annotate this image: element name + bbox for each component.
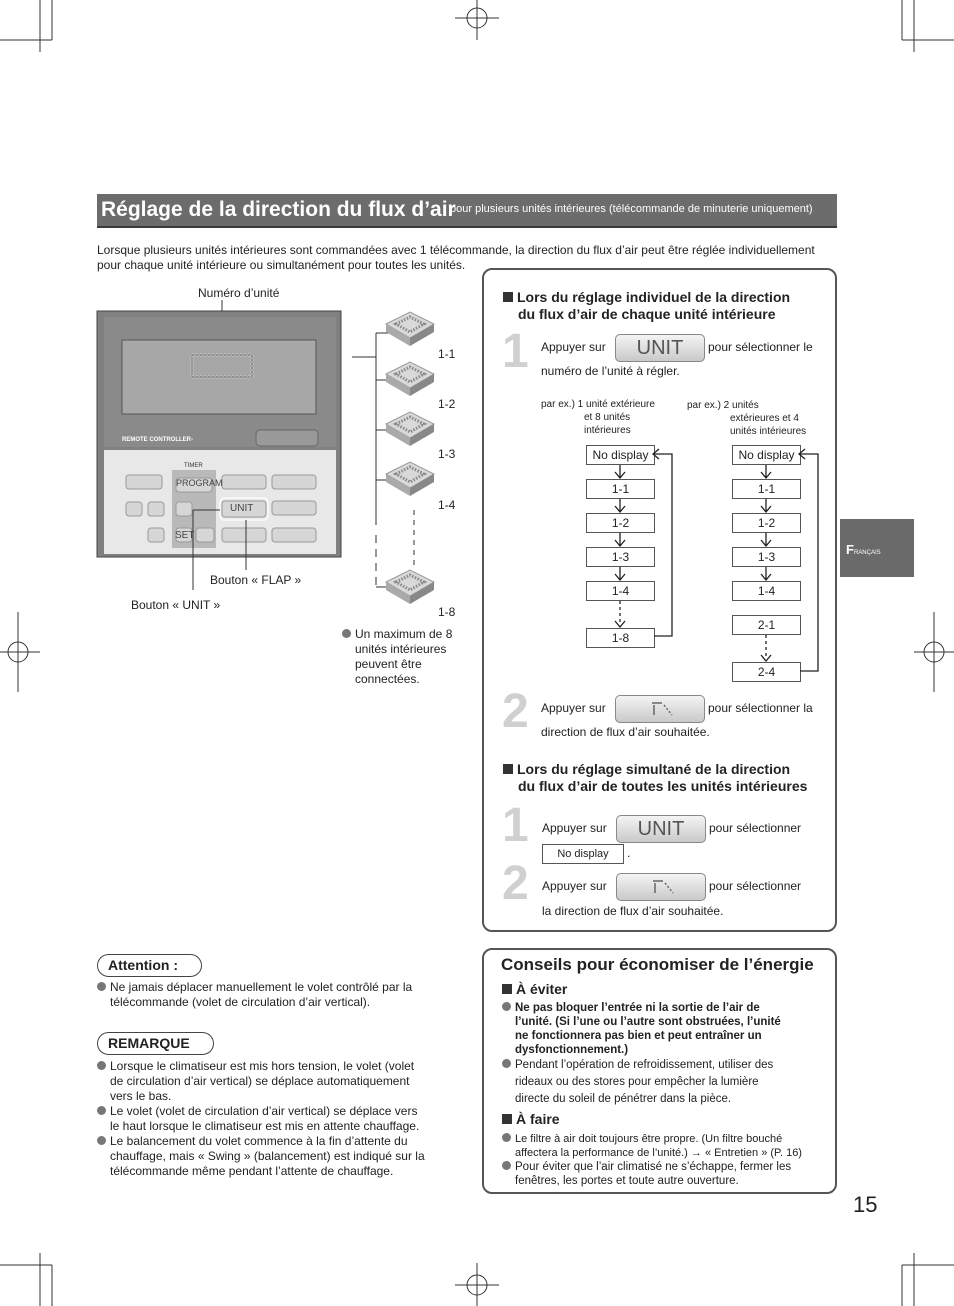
example-2-label: par ex.) 2 unités extérieures et 4 unités intérieures [687, 400, 807, 437]
seq1-1-3: 1-3 [586, 547, 655, 567]
step-number: 2 [502, 685, 529, 738]
bullet-icon [97, 982, 106, 991]
sim-step1-text-b: pour sélectionner [709, 821, 802, 835]
bullet-icon [502, 1059, 511, 1068]
intro-line-1: Lorsque plusieurs unités intérieures sont commandées avec 1 télécommande, la direction du flux d’air peut être réglée individuellement [97, 243, 815, 257]
attention-label: Attention : [97, 954, 202, 977]
seq1-1-1: 1-1 [586, 479, 655, 499]
flap-icon [617, 874, 705, 900]
flap-button[interactable] [615, 695, 705, 723]
remote-program-button: PROGRAM [176, 478, 223, 488]
step1-text-b: pour sélectionner le [708, 340, 813, 354]
step1-text-c: numéro de l’unité à régler. [541, 364, 680, 378]
sim-step2-text-b: pour sélectionner [709, 879, 802, 893]
flap-button-label: Bouton « FLAP » [210, 573, 302, 587]
seq2-2-4: 2-4 [732, 662, 801, 682]
attention-item: Ne jamais déplacer manuellement le volet contrôlé par la télécommande (volet de circulation d’air vertical). [97, 980, 412, 1010]
bullet-icon [97, 1136, 106, 1145]
step-number: 2 [502, 857, 529, 910]
remote-timer-label: TIMER [184, 463, 203, 469]
remote-brand: REMOTE CONTROLLER- [122, 437, 193, 443]
sim-step1-text-a: Appuyer sur [542, 821, 607, 835]
unit-label-1-1: 1-1 [438, 347, 456, 361]
seq1-no-display: No display [586, 445, 655, 465]
square-bullet-icon [502, 984, 512, 994]
seq2-1-1: 1-1 [732, 479, 801, 499]
square-bullet-icon [503, 292, 513, 302]
step2-text-a: Appuyer sur [541, 701, 606, 715]
energy-tips-title: Conseils pour économiser de l’énergie [501, 955, 814, 974]
unit-button[interactable]: UNIT [616, 815, 706, 843]
sim-step2-text-c: la direction de flux d’air souhaitée. [542, 904, 724, 918]
unit-label-1-8: 1-8 [438, 605, 456, 619]
step1-text-a: Appuyer sur [541, 340, 606, 354]
step-number: 1 [502, 325, 529, 378]
step2-text-b: pour sélectionner la [708, 701, 813, 715]
seq1-1-4: 1-4 [586, 581, 655, 601]
section-title-bar [97, 194, 837, 228]
language-tab: FRANÇAIS [840, 519, 914, 577]
seq2-2-1: 2-1 [732, 615, 801, 635]
max-units-note: Un maximum de 8 unités intérieures peuvent être connectées. [342, 627, 472, 687]
unit-label-1-4: 1-4 [438, 498, 456, 512]
individual-heading: Lors du réglage individuel de la direction du flux d’air de chaque unité intérieure [503, 289, 790, 323]
seq2-1-4: 1-4 [732, 581, 801, 601]
seq2-no-display: No display [732, 445, 801, 465]
sim-step2-text-a: Appuyer sur [542, 879, 607, 893]
section-subtitle: pour plusieurs unités intérieures (télécommande de minuterie uniquement) [450, 203, 813, 215]
seq2-1-3: 1-3 [732, 547, 801, 567]
section-title: Réglage de la direction du flux d’air [101, 198, 456, 221]
period: . [627, 846, 631, 860]
remote-unit-button: UNIT [230, 503, 254, 514]
bullet-icon [502, 1133, 511, 1142]
remote-set-button: SET [175, 530, 195, 541]
bullet-icon [97, 1061, 106, 1070]
square-bullet-icon [503, 764, 513, 774]
remarque-label: REMARQUE [97, 1032, 214, 1055]
page-number: 15 [853, 1192, 878, 1217]
unit-button-label: Bouton « UNIT » [131, 598, 221, 612]
avoid-list: Ne pas bloquer l’entrée ni la sortie de l’air de l’unité. (Si l’une ou l’autre sont obstruées, l’unité ne fonctionnera pas bien et peut entraîner un dysfonctionnement.) Pendant l’opération de refroidissement, utiliser des rideaux ou des stores pour empêcher la lumière directe du soleil de pénétrer dans la pièce. [502, 1001, 781, 1108]
intro-line-2: pour chaque unité intérieure ou simultanément pour toutes les unités. [97, 258, 466, 272]
unit-label-1-3: 1-3 [438, 447, 456, 461]
indoor-units-icons [380, 310, 440, 620]
bullet-icon [97, 1106, 106, 1115]
sequence-arrows [580, 440, 830, 690]
bullet-icon [502, 1002, 511, 1011]
seq1-1-8: 1-8 [586, 628, 655, 648]
example-1-label: par ex.) 1 unité extérieure et 8 unités intérieures [541, 399, 655, 436]
unit-label-1-2: 1-2 [438, 397, 456, 411]
square-bullet-icon [502, 1114, 512, 1124]
do-list: Le filtre à air doit toujours être propre. (Un filtre bouché affectera la performance de l’unité.) → « Entretien » (P. 16) Pour éviter que l’air climatisé ne s’échappe, fermer les fenêtres, les portes et toute autre ouverture. [502, 1132, 802, 1188]
flap-icon [616, 696, 704, 722]
simultaneous-heading: Lors du réglage simultané de la direction du flux d’air de toutes les unités intérieures [503, 761, 807, 795]
bullet-icon [502, 1161, 511, 1170]
seq1-1-2: 1-2 [586, 513, 655, 533]
flap-button[interactable] [616, 873, 706, 901]
step2-text-c: direction de flux d’air souhaitée. [541, 725, 710, 739]
no-display-box: No display [542, 844, 624, 864]
avoid-heading: À éviter [502, 981, 567, 997]
unit-number-label: Numéro d’unité [198, 286, 280, 300]
step-number: 1 [502, 799, 529, 852]
do-heading: À faire [502, 1111, 560, 1127]
bullet-icon [342, 629, 351, 638]
remarque-list: Lorsque le climatiseur est mis hors tension, le volet (volet de circulation d’air vertical) se déplace automatiquement vers le bas. Le volet (volet de circulation d’air vertical) se déplace vers le haut lorsque le climatiseur est mis en attente chauffage. Le balancement du volet commence à la fin d’attente du chauffage, mais « Swing » (balancement) est indiqué sur la télécommande même pendant l’attente de chauffage. [97, 1059, 425, 1179]
unit-button[interactable]: UNIT [615, 334, 705, 362]
seq2-1-2: 1-2 [732, 513, 801, 533]
